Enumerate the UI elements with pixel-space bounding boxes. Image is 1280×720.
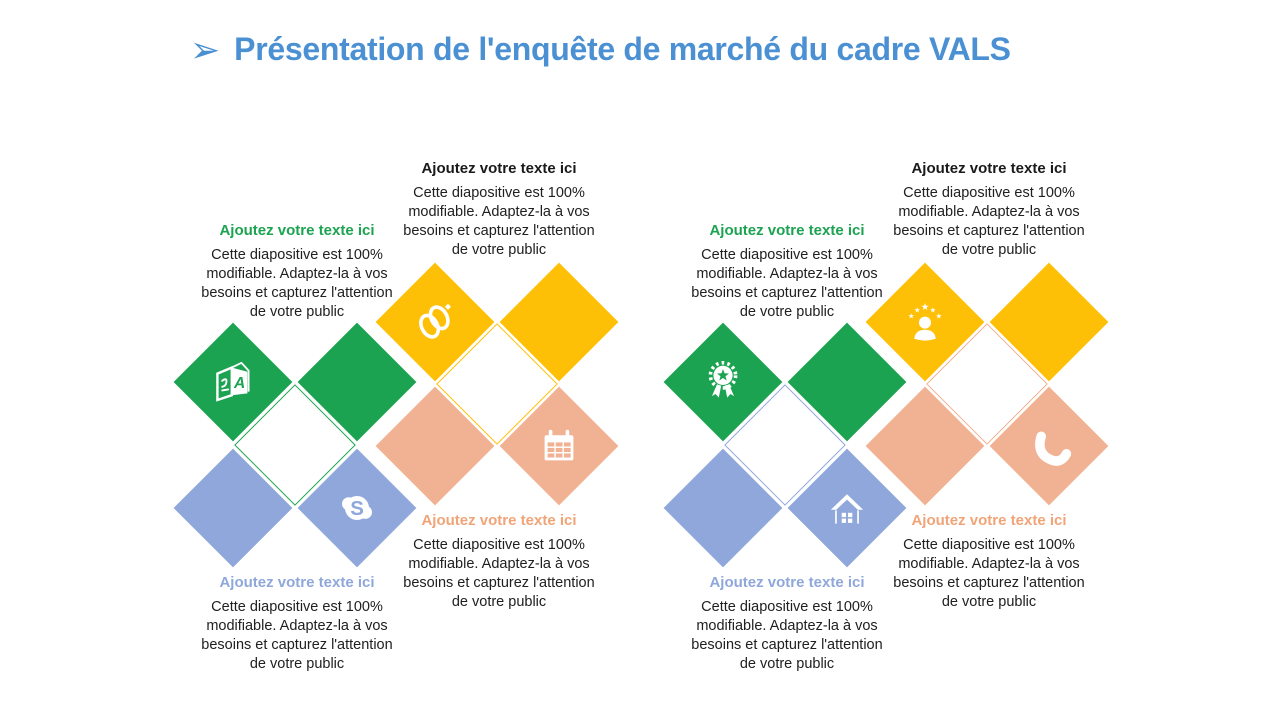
wedding-rings-icon: [411, 298, 459, 346]
text-block-body: Cette diapositive est 100% modifiable. Adaptez-la à vos besoins et capturez l'attention de votre public: [201, 599, 393, 672]
text-block-heading: Ajoutez votre texte ici: [219, 574, 375, 591]
svg-text:★: ★: [929, 305, 937, 315]
svg-text:★: ★: [913, 305, 921, 315]
text-block-lower-left: [197, 574, 397, 674]
text-block-body: Cette diapositive est 100% modifiable. Adaptez-la à vos besoins et capturez l'attention de votre public: [893, 537, 1085, 610]
arrow-bullet-icon: ➢: [190, 29, 221, 70]
page-title: Présentation de l'enquête de marché du cadre VALS: [234, 31, 1011, 67]
svg-text:★: ★: [920, 302, 930, 313]
text-block-heading: Ajoutez votre texte ici: [911, 512, 1067, 529]
text-block-body: Cette diapositive est 100% modifiable. Adaptez-la à vos besoins et capturez l'attention de votre public: [691, 247, 883, 320]
text-block-heading: Ajoutez votre texte ici: [219, 222, 375, 239]
svg-text:★: ★: [935, 311, 943, 321]
text-block-lower-right: [889, 512, 1089, 612]
text-block-lower-left: [687, 574, 887, 674]
text-block-body: Cette diapositive est 100% modifiable. Adaptez-la à vos besoins et capturez l'attention de votre public: [201, 247, 393, 320]
text-block-heading: Ajoutez votre texte ici: [421, 160, 577, 177]
phone-icon: [1025, 422, 1073, 470]
text-block-heading: Ajoutez votre texte ici: [421, 512, 577, 529]
skype-icon: [333, 484, 381, 532]
svg-text:A: A: [233, 375, 246, 392]
translator-icon: [209, 358, 257, 406]
text-block-heading: Ajoutez votre texte ici: [911, 160, 1067, 177]
svg-text:S: S: [350, 498, 364, 521]
text-block-heading: Ajoutez votre texte ici: [709, 574, 865, 591]
text-block-heading: Ajoutez votre texte ici: [709, 222, 865, 239]
svg-text:★: ★: [907, 311, 915, 321]
star-person-icon: [901, 298, 949, 346]
text-block-body: Cette diapositive est 100% modifiable. Adaptez-la à vos besoins et capturez l'attention de votre public: [403, 185, 595, 258]
text-block-body: Cette diapositive est 100% modifiable. Adaptez-la à vos besoins et capturez l'attention de votre public: [691, 599, 883, 672]
text-block-upper-left: [197, 222, 397, 322]
text-block-top: [889, 160, 1089, 260]
award-rosette-icon: [699, 358, 747, 406]
home-icon: [823, 484, 871, 532]
text-block-upper-left: [687, 222, 887, 322]
diamond-cluster-right: [490, 0, 1280, 720]
text-block-body: Cette diapositive est 100% modifiable. Adaptez-la à vos besoins et capturez l'attention de votre public: [403, 537, 595, 610]
text-block-body: Cette diapositive est 100% modifiable. Adaptez-la à vos besoins et capturez l'attention de votre public: [893, 185, 1085, 258]
